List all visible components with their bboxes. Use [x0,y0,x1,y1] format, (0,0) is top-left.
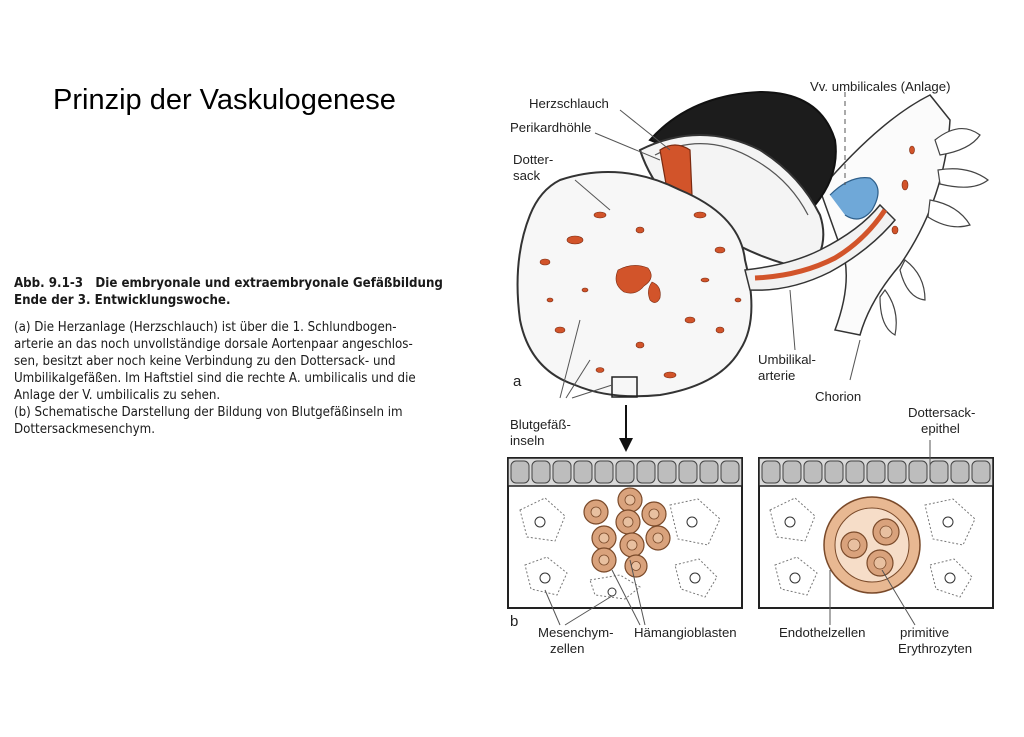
caption-para-a-4: Umbilikalgefäßen. Im Haftstiel sind die rechte A. umbilicalis und die [14,371,416,386]
figure-number: Abb. 9.1-3 [14,276,84,291]
label-umbilikalarterie-1: Umbilikal- [758,352,816,367]
label-panel-b: b [510,613,519,630]
label-mesenchymzellen-1: Mesenchym- [538,625,614,640]
arrow-down-icon [619,438,633,452]
panel-b-right [759,458,993,608]
caption-para-a-2: arterie an das noch unvollständige dorsale Aortenpaar angeschlos- [14,337,413,352]
label-panel-a: a [513,373,522,390]
label-blutgefaessinseln-1: Blutgefäß- [510,417,571,432]
label-umbilikalarterie-2: arterie [758,368,796,383]
panel-b-left [508,458,742,608]
caption-para-a-5: Anlage der V. umbilicalis zu sehen. [14,388,221,403]
label-endothelzellen: Endothelzellen [779,625,866,640]
label-dottersackepithel-2: epithel [921,421,960,436]
label-mesenchymzellen-2: zellen [550,641,585,656]
caption-para-a-3: sen, besitzt aber noch keine Verbindung zu den Dottersack- und [14,354,396,369]
label-vv-umbilicales: Vv. umbilicales (Anlage) [810,79,951,94]
caption-para-a-1: (a) Die Herzanlage (Herzschlauch) ist über die 1. Schlundbogen- [14,320,397,335]
label-primitive-erythrozyten-1: primitive [900,625,950,640]
caption-para-b-1: (b) Schematische Darstellung der Bildung von Blutgefäßinseln im [14,405,403,420]
label-dottersack-2: sack [513,168,541,183]
label-herzschlauch: Herzschlauch [529,96,609,111]
label-haemangioblasten: Hämangioblasten [634,625,737,640]
label-dottersackepithel-1: Dottersack- [908,405,976,420]
label-chorion: Chorion [815,389,862,404]
label-perikardhoehle: Perikardhöhle [510,120,592,135]
panel-a-drawing [518,92,988,452]
caption-para-b-2: Dottersackmesenchym. [14,422,155,437]
label-dottersack-1: Dotter- [513,152,554,167]
label-primitive-erythrozyten-2: Erythrozyten [898,641,973,656]
slide-title: Prinzip der Vaskulogenese [53,84,396,116]
caption-heading-line2: Ende der 3. Entwicklungswoche. [14,293,231,308]
caption-heading-line1: Die embryonale und extraembryonale Gefäßbildung [95,276,443,291]
label-blutgefaessinseln-2: inseln [510,433,545,448]
